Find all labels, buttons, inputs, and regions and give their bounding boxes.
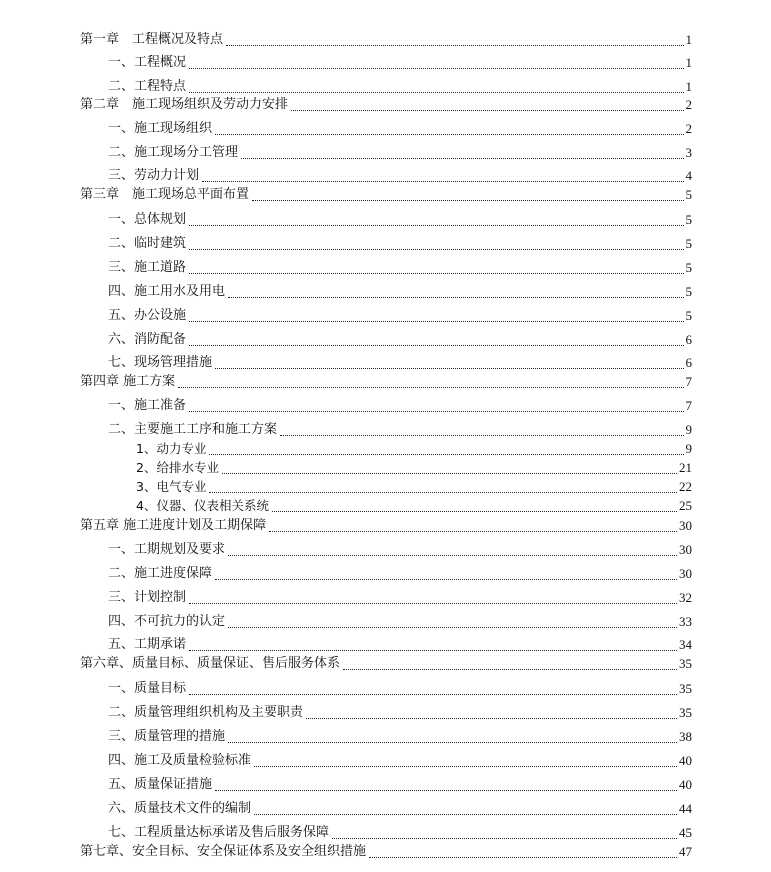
- toc-entry-title: 3、电气专业: [136, 479, 207, 494]
- toc-entry-title: 三、计划控制: [108, 590, 187, 605]
- toc-entry-page-number: 34: [679, 637, 692, 652]
- toc-entry: [0, 514, 692, 534]
- toc-entry-page-number: 45: [679, 825, 692, 840]
- toc-entry: [0, 773, 692, 793]
- toc-entry: [0, 370, 692, 390]
- dot-leader: [272, 497, 677, 512]
- toc-entry: [0, 610, 692, 630]
- dot-leader: [215, 120, 683, 135]
- toc-entry-page-number: 9: [685, 422, 692, 437]
- toc-entry-title: 三、施工道路: [108, 260, 187, 275]
- toc-entry-title: 三、质量管理的措施: [108, 729, 226, 744]
- toc-entry: [0, 418, 692, 438]
- toc-entry-page-number: 44: [679, 801, 692, 816]
- toc-entry-title: 六、质量技术文件的编制: [108, 801, 252, 816]
- dot-leader: [369, 843, 677, 858]
- toc-entry-title: 第一章 工程概况及特点: [80, 32, 224, 47]
- dot-leader: [343, 655, 677, 670]
- toc-entry: [0, 183, 692, 203]
- toc-entry-page-number: 7: [685, 374, 692, 389]
- dot-leader: [226, 31, 683, 46]
- toc-entry-title: 五、工期承诺: [108, 637, 187, 652]
- toc-entry-page-number: 5: [685, 308, 692, 323]
- toc-entry: [0, 141, 692, 161]
- dot-leader: [241, 144, 683, 159]
- toc-entry-title: 二、施工现场分工管理: [108, 145, 239, 160]
- dot-leader: [178, 373, 683, 388]
- toc-entry: [0, 304, 692, 324]
- toc-entry-title: 第三章 施工现场总平面布置: [80, 187, 250, 202]
- toc-entry: [0, 749, 692, 769]
- dot-leader: [189, 331, 683, 346]
- toc-entry-page-number: 40: [679, 777, 692, 792]
- toc-entry-title: 一、总体规划: [108, 212, 187, 227]
- toc-entry: [0, 328, 692, 348]
- toc-entry: [0, 117, 692, 137]
- toc-entry: [0, 494, 692, 514]
- toc-entry-page-number: 33: [679, 614, 692, 629]
- dot-leader: [189, 54, 683, 69]
- dot-leader: [189, 235, 683, 250]
- dot-leader: [228, 613, 677, 628]
- toc-entry-title: 二、临时建筑: [108, 236, 187, 251]
- dot-leader: [189, 259, 683, 274]
- toc-entry-title: 五、质量保证措施: [108, 777, 213, 792]
- dot-leader: [189, 211, 683, 226]
- toc-entry: [0, 394, 692, 414]
- toc-entry-page-number: 1: [685, 79, 692, 94]
- toc-entry-page-number: 40: [679, 753, 692, 768]
- dot-leader: [228, 283, 683, 298]
- toc-entry-page-number: 30: [679, 566, 692, 581]
- toc-entry-title: 一、施工准备: [108, 398, 187, 413]
- dot-leader: [189, 589, 677, 604]
- toc-entry-page-number: 2: [685, 97, 692, 112]
- dot-leader: [228, 728, 677, 743]
- dot-leader: [254, 800, 677, 815]
- toc-entry: [0, 164, 692, 184]
- toc-entry-title: 四、不可抗力的认定: [108, 614, 226, 629]
- toc-entry-page-number: 5: [685, 236, 692, 251]
- dot-leader: [215, 354, 683, 369]
- toc-entry-title: 二、施工进度保障: [108, 566, 213, 581]
- toc-entry-title: 一、施工现场组织: [108, 121, 213, 136]
- toc-entry: [0, 75, 692, 95]
- toc-entry-page-number: 7: [685, 398, 692, 413]
- toc-entry-page-number: 9: [685, 441, 692, 456]
- dot-leader: [222, 459, 677, 474]
- toc-entry-title: 五、办公设施: [108, 308, 187, 323]
- toc-entry-title: 二、主要施工工序和施工方案: [108, 422, 278, 437]
- dot-leader: [189, 397, 683, 412]
- toc-entry-page-number: 6: [685, 355, 692, 370]
- toc-entry-title: 第七章、安全目标、安全保证体系及安全组织措施: [80, 844, 367, 859]
- toc-entry-title: 第六章、质量目标、质量保证、售后服务体系: [80, 656, 341, 671]
- toc-entry: [0, 821, 692, 841]
- toc-entry-page-number: 4: [685, 168, 692, 183]
- toc-entry: [0, 28, 692, 48]
- toc-entry-page-number: 5: [685, 212, 692, 227]
- toc-entry-title: 第四章 施工方案: [80, 374, 176, 389]
- toc-entry-title: 1、动力专业: [136, 441, 207, 456]
- toc-entry-page-number: 5: [685, 284, 692, 299]
- toc-entry: [0, 633, 692, 653]
- toc-entry: [0, 456, 692, 476]
- dot-leader: [291, 96, 683, 111]
- toc-entry-title: 一、工程概况: [108, 55, 187, 70]
- toc-entry-title: 四、施工用水及用电: [108, 284, 226, 299]
- dot-leader: [189, 680, 677, 695]
- dot-leader: [332, 824, 677, 839]
- dot-leader: [215, 565, 677, 580]
- toc-entry: [0, 677, 692, 697]
- dot-leader: [209, 440, 683, 455]
- toc-entry-page-number: 3: [685, 145, 692, 160]
- toc-entry: [0, 562, 692, 582]
- dot-leader: [209, 478, 677, 493]
- toc-entry: [0, 475, 692, 495]
- toc-entry-page-number: 38: [679, 729, 692, 744]
- dot-leader: [189, 307, 683, 322]
- toc-entry-title: 2、给排水专业: [136, 460, 219, 475]
- toc-entry-title: 第二章 施工现场组织及劳动力安排: [80, 97, 289, 112]
- toc-entry: [0, 725, 692, 745]
- toc-entry-page-number: 35: [679, 681, 692, 696]
- dot-leader: [306, 704, 677, 719]
- toc-entry-title: 七、工程质量达标承诺及售后服务保障: [108, 825, 330, 840]
- dot-leader: [215, 776, 677, 791]
- toc-entry: [0, 797, 692, 817]
- toc-entry-title: 四、施工及质量检验标准: [108, 753, 252, 768]
- toc-entry: [0, 437, 692, 457]
- toc-entry-page-number: 35: [679, 705, 692, 720]
- toc-entry-title: 一、工期规划及要求: [108, 542, 226, 557]
- toc-entry: [0, 538, 692, 558]
- dot-leader: [254, 752, 677, 767]
- toc-entry: [0, 840, 692, 860]
- toc-entry: [0, 652, 692, 672]
- toc-entry-title: 第五章 施工进度计划及工期保障: [80, 518, 267, 533]
- toc-entry-title: 二、质量管理组织机构及主要职责: [108, 705, 304, 720]
- toc-entry-title: 二、工程特点: [108, 79, 187, 94]
- dot-leader: [269, 517, 677, 532]
- toc-entry-title: 七、现场管理措施: [108, 355, 213, 370]
- toc-entry-title: 六、消防配备: [108, 332, 187, 347]
- toc-entry-page-number: 1: [685, 32, 692, 47]
- dot-leader: [202, 167, 683, 182]
- toc-entry: [0, 51, 692, 71]
- toc-entry-page-number: 1: [685, 55, 692, 70]
- toc-entry-page-number: 32: [679, 590, 692, 605]
- toc-entry-page-number: 5: [685, 260, 692, 275]
- dot-leader: [189, 78, 683, 93]
- dot-leader: [189, 636, 677, 651]
- toc-entry-page-number: 5: [685, 187, 692, 202]
- toc-entry: [0, 701, 692, 721]
- toc-entry-page-number: 47: [679, 844, 692, 859]
- toc-entry-page-number: 30: [679, 542, 692, 557]
- toc-entry-title: 4、仪器、仪表相关系统: [136, 498, 269, 513]
- toc-entry-page-number: 21: [679, 460, 692, 475]
- toc-entry: [0, 93, 692, 113]
- toc-entry-page-number: 30: [679, 518, 692, 533]
- toc-entry-page-number: 25: [679, 498, 692, 513]
- toc-entry-title: 一、质量目标: [108, 681, 187, 696]
- dot-leader: [280, 421, 683, 436]
- toc-entry: [0, 232, 692, 252]
- toc-entry-page-number: 35: [679, 656, 692, 671]
- toc-entry: [0, 256, 692, 276]
- toc-entry: [0, 351, 692, 371]
- toc-entry-page-number: 2: [685, 121, 692, 136]
- toc-entry: [0, 280, 692, 300]
- toc-entry: [0, 586, 692, 606]
- dot-leader: [228, 541, 677, 556]
- toc-entry-page-number: 22: [679, 479, 692, 494]
- dot-leader: [252, 186, 683, 201]
- toc-entry: [0, 208, 692, 228]
- toc-entry-title: 三、劳动力计划: [108, 168, 200, 183]
- toc-entry-page-number: 6: [685, 332, 692, 347]
